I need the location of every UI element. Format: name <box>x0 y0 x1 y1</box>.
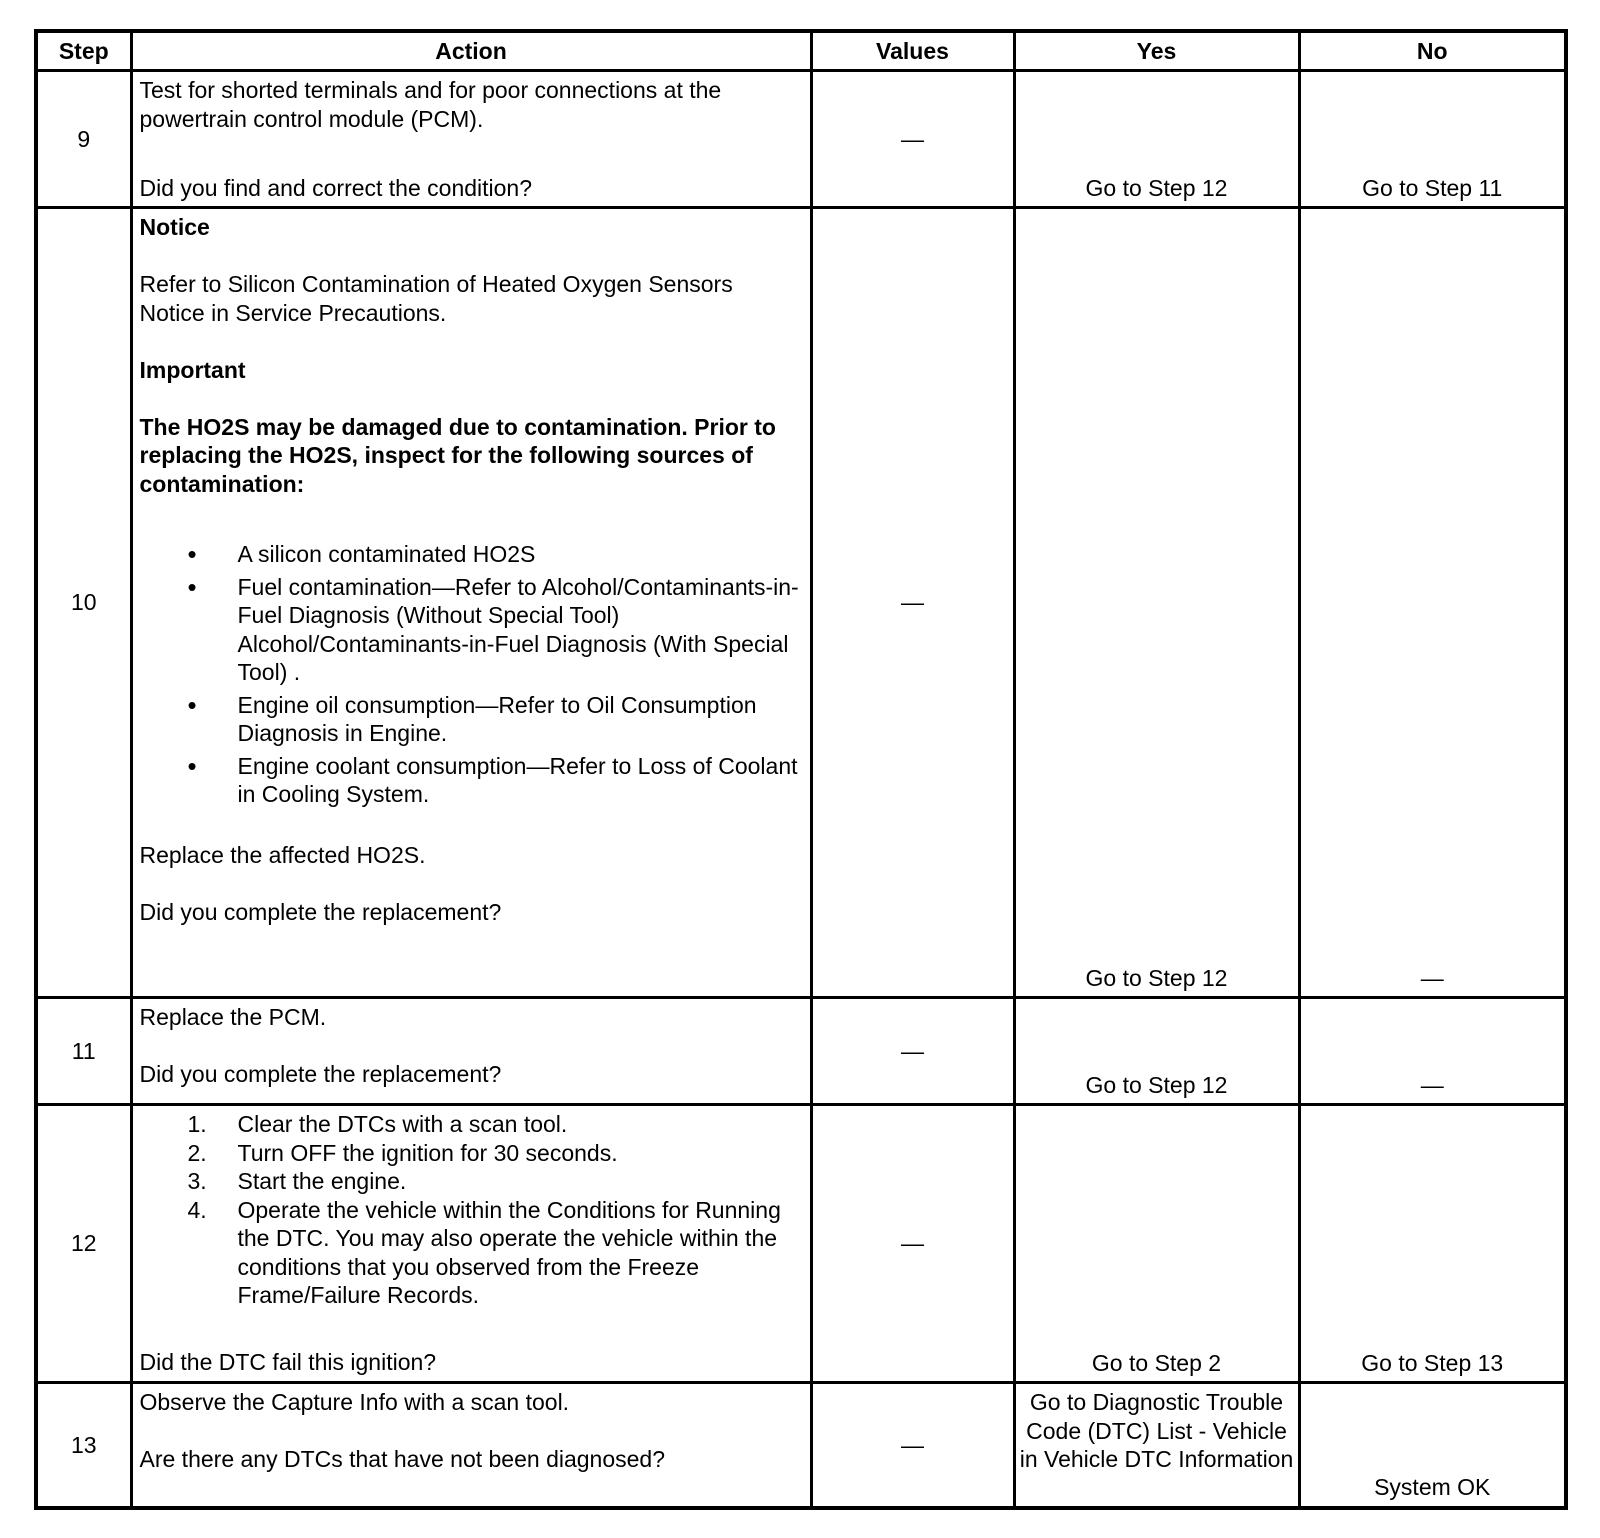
yes-cell: Go to Diagnostic Trouble Code (DTC) List - Vehicle in Vehicle DTC Information <box>1014 1383 1299 1508</box>
header-yes: Yes <box>1014 31 1299 71</box>
list-number: 2. <box>187 1139 207 1166</box>
list-text: Start the engine. <box>237 1168 407 1194</box>
action-cell <box>131 1383 811 1508</box>
no-cell: — <box>1299 208 1566 998</box>
action-cell <box>131 208 811 998</box>
action-cell <box>131 71 811 208</box>
diagnostic-table <box>34 29 1568 1510</box>
question-text: Are there any DTCs that have not been diagnosed? <box>139 1446 666 1472</box>
step-number: 13 <box>36 1383 131 1508</box>
action-text: Replace the PCM. <box>139 1004 327 1030</box>
action-text: Replace the affected HO2S. <box>139 842 426 868</box>
action-cell <box>131 998 811 1105</box>
question-text: Did you find and correct the condition? <box>139 174 533 201</box>
notice-text: Refer to Silicon Contamination of Heated Oxygen Sensors Notice in Service Precautions. <box>139 271 733 326</box>
table-row <box>36 1105 1566 1383</box>
yes-cell: Go to Step 12 <box>1014 208 1299 998</box>
header-row <box>36 31 1566 71</box>
list-text: Clear the DTCs with a scan tool. <box>237 1111 568 1137</box>
procedure-list <box>140 1110 804 1310</box>
table-row <box>36 208 1566 998</box>
question-text: Did you complete the replacement? <box>139 899 502 925</box>
no-cell: — <box>1299 998 1566 1105</box>
no-cell: Go to Step 13 <box>1299 1105 1566 1383</box>
yes-cell: Go to Step 2 <box>1014 1105 1299 1383</box>
list-number: 4. <box>187 1196 207 1223</box>
no-cell: System OK <box>1299 1383 1566 1508</box>
list-item <box>187 1139 804 1168</box>
step-number: 9 <box>36 71 131 208</box>
header-step: Step <box>36 31 131 71</box>
list-text: Turn OFF the ignition for 30 seconds. <box>237 1139 618 1166</box>
list-item <box>187 1167 804 1196</box>
action-text: Test for shorted terminals and for poor connections at the powertrain control module (PCM). <box>139 77 722 132</box>
header-no: No <box>1299 31 1566 71</box>
list-item: • Fuel contamination—Refer to Alcohol/Contaminants-in-Fuel Diagnosis (Without Special Tool) Alcohol/Contaminants-in-Fuel Diagnosis (With Special Tool) . <box>238 573 804 687</box>
yes-cell: Go to Step 12 <box>1014 71 1299 208</box>
yes-cell: Go to Step 12 <box>1014 998 1299 1105</box>
list-item <box>187 1110 804 1139</box>
header-values: Values <box>811 31 1014 71</box>
step-number: 11 <box>36 998 131 1105</box>
list-item: • Engine coolant consumption—Refer to Loss of Coolant in Cooling System. <box>238 752 804 809</box>
action-cell <box>131 1105 811 1383</box>
question-text: Did you complete the replacement? <box>139 1061 502 1087</box>
step-number: 12 <box>36 1105 131 1383</box>
notice-title: Notice <box>139 214 210 240</box>
list-text: Operate the vehicle within the Conditions for Running the DTC. You may also operate the vehicle within the conditions that you observed from the Freeze Frame/Failure Records. <box>237 1196 781 1308</box>
important-text: The HO2S may be damaged due to contamination. Prior to replacing the HO2S, inspect for the following sources of contamination: <box>139 413 776 497</box>
no-cell: Go to Step 11 <box>1299 71 1566 208</box>
values-cell: — <box>811 208 1014 998</box>
step-number: 10 <box>36 208 131 998</box>
table-row <box>36 1383 1566 1508</box>
values-cell: — <box>811 1105 1014 1383</box>
values-cell: — <box>811 71 1014 208</box>
action-text: Observe the Capture Info with a scan tool. <box>139 1389 570 1415</box>
list-item <box>187 1196 804 1310</box>
values-cell: — <box>811 1383 1014 1508</box>
header-action: Action <box>131 31 811 71</box>
list-number: 1. <box>187 1111 207 1137</box>
table-row <box>36 998 1566 1105</box>
values-cell: — <box>811 998 1014 1105</box>
list-item: • Engine oil consumption—Refer to Oil Consumption Diagnosis in Engine. <box>238 691 804 748</box>
table-row <box>36 71 1566 208</box>
list-item: • A silicon contaminated HO2S <box>238 540 804 569</box>
important-title: Important <box>139 356 246 383</box>
question-text: Did the DTC fail this ignition? <box>139 1348 437 1375</box>
contamination-list <box>140 540 804 809</box>
list-number: 3. <box>187 1168 207 1194</box>
